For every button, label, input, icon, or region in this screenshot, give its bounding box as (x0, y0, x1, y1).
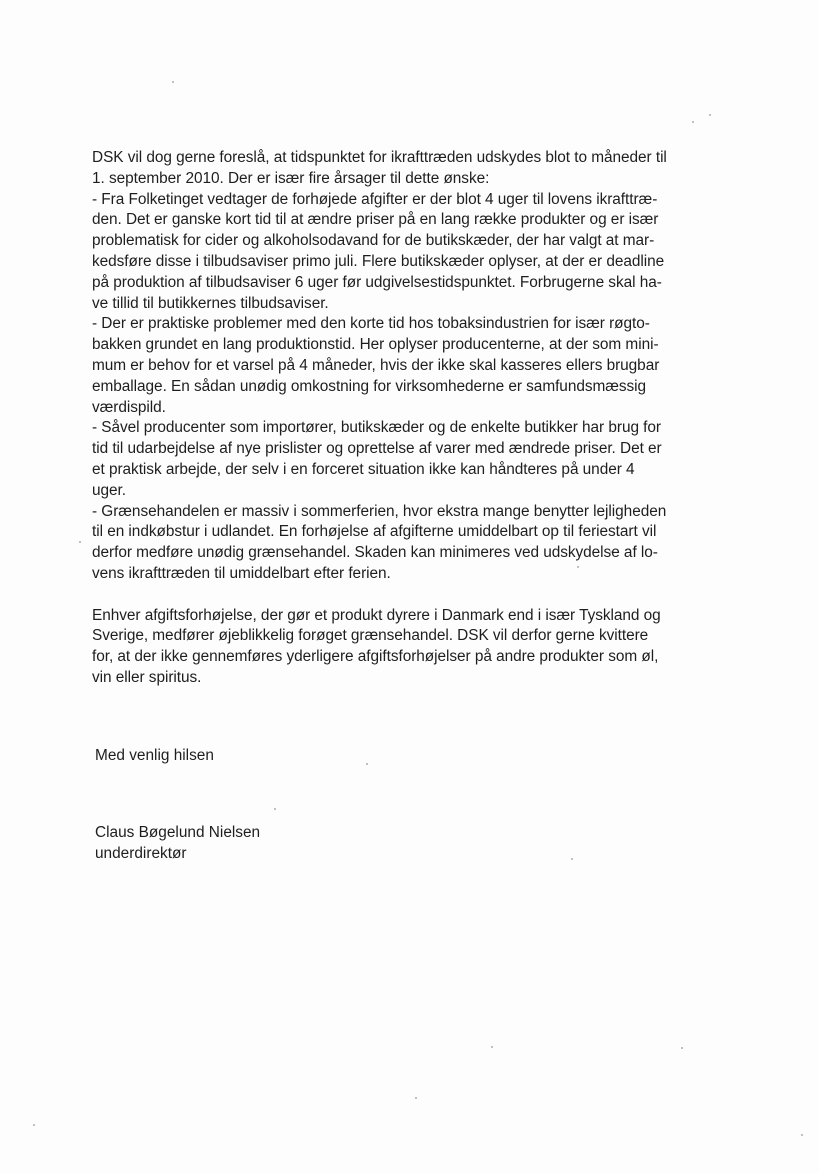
text-line: - Såvel producenter som importører, butikskæder og de enkelte butikker har brug for (92, 419, 661, 437)
paragraph-reasons (92, 148, 732, 585)
text-line: problematisk for cider og alkoholsodavand for de butikskæder, der har valgt at mar- (92, 232, 655, 250)
text-line: på produktion af tilbudsaviser 6 uger før udgivelsestidspunktet. Forbrugerne skal ha- (92, 273, 662, 291)
text-line: emballage. En sådan unødig omkostning for virksomhederne er samfundsmæssig (92, 377, 647, 395)
letter-body (92, 148, 732, 689)
text-line: uger. (92, 481, 126, 499)
scan-speck (692, 121, 694, 123)
paragraph-gap (92, 585, 732, 606)
text-line: et praktisk arbejde, der selv i en forceret situation ikke kan håndteres på under 4 (92, 460, 635, 478)
text-line: - Der er praktiske problemer med den korte tid hos tobaksindustrien for især røgto- (92, 315, 650, 333)
scan-speck (681, 1047, 683, 1049)
scan-speck (709, 114, 711, 116)
text-line: - Fra Folketinget vedtager de forhøjede afgifter er der blot 4 uger til lovens ikrafttræ- (92, 190, 658, 208)
text-line: Enhver afgiftsforhøjelse, der gør et produkt dyrere i Danmark end i især Tyskland og (92, 606, 661, 624)
signature-title: underdirektør (95, 844, 187, 862)
text-line: tid til udarbejdelse af nye prislister og oprettelse af varer med ændrede priser. Det er (92, 440, 662, 458)
scan-speck (33, 1124, 35, 1126)
paragraph-border-trade (92, 606, 732, 689)
text-line: derfor medføre unødig grænsehandel. Skaden kan minimeres ved udskydelse af lo- (92, 544, 658, 562)
text-line: ve tillid til butikkernes tilbudsaviser. (92, 294, 329, 312)
text-line: mum er behov for et varsel på 4 måneder, hvis der ikke skal kasseres ellers brugbar (92, 356, 660, 374)
scan-speck (172, 81, 174, 83)
scan-speck (801, 1134, 803, 1136)
text-line: bakken grundet en lang produktionstid. Her oplyser producenterne, at der som mini- (92, 336, 659, 354)
scan-speck (571, 858, 573, 860)
scan-speck (274, 808, 276, 810)
signature-name: Claus Bøgelund Nielsen (95, 824, 261, 841)
scan-speck (415, 1097, 417, 1099)
text-line: for, at der ikke gennemføres yderligere afgiftsforhøjelser på andre produkter som øl, (92, 648, 659, 666)
text-line: til en indkøbstur i udlandet. En forhøjelse af afgifterne umiddelbart op til feriestart vil (92, 523, 657, 541)
text-line: DSK vil dog gerne foreslå, at tidspunktet for ikrafttræden udskydes blot to måneder til (92, 149, 667, 166)
text-line: 1. september 2010. Der er især fire årsager til dette ønske: (92, 169, 490, 187)
scan-speck (79, 541, 81, 543)
scan-speck (491, 1046, 493, 1048)
text-line: den. Det er ganske kort tid til at ændre priser på en lang række produkter og er især (92, 211, 659, 229)
signature-block (95, 823, 260, 865)
text-line: kedsføre disse i tilbudsaviser primo juli. Flere butikskæder oplyser, at der er deadline (92, 252, 665, 270)
text-line: - Grænsehandelen er massiv i sommerferien, hvor ekstra mange benytter lejligheden (92, 502, 667, 520)
text-line: værdispild. (92, 398, 166, 416)
text-line: Sverige, medfører øjeblikkelig forøget grænsehandel. DSK vil derfor gerne kvittere (92, 627, 649, 645)
text-line: vin eller spiritus. (92, 668, 202, 686)
scan-speck (366, 763, 368, 765)
closing-greeting: Med venlig hilsen (95, 747, 214, 764)
text-line: vens ikrafttræden til umiddelbart efter ferien. (92, 564, 391, 582)
